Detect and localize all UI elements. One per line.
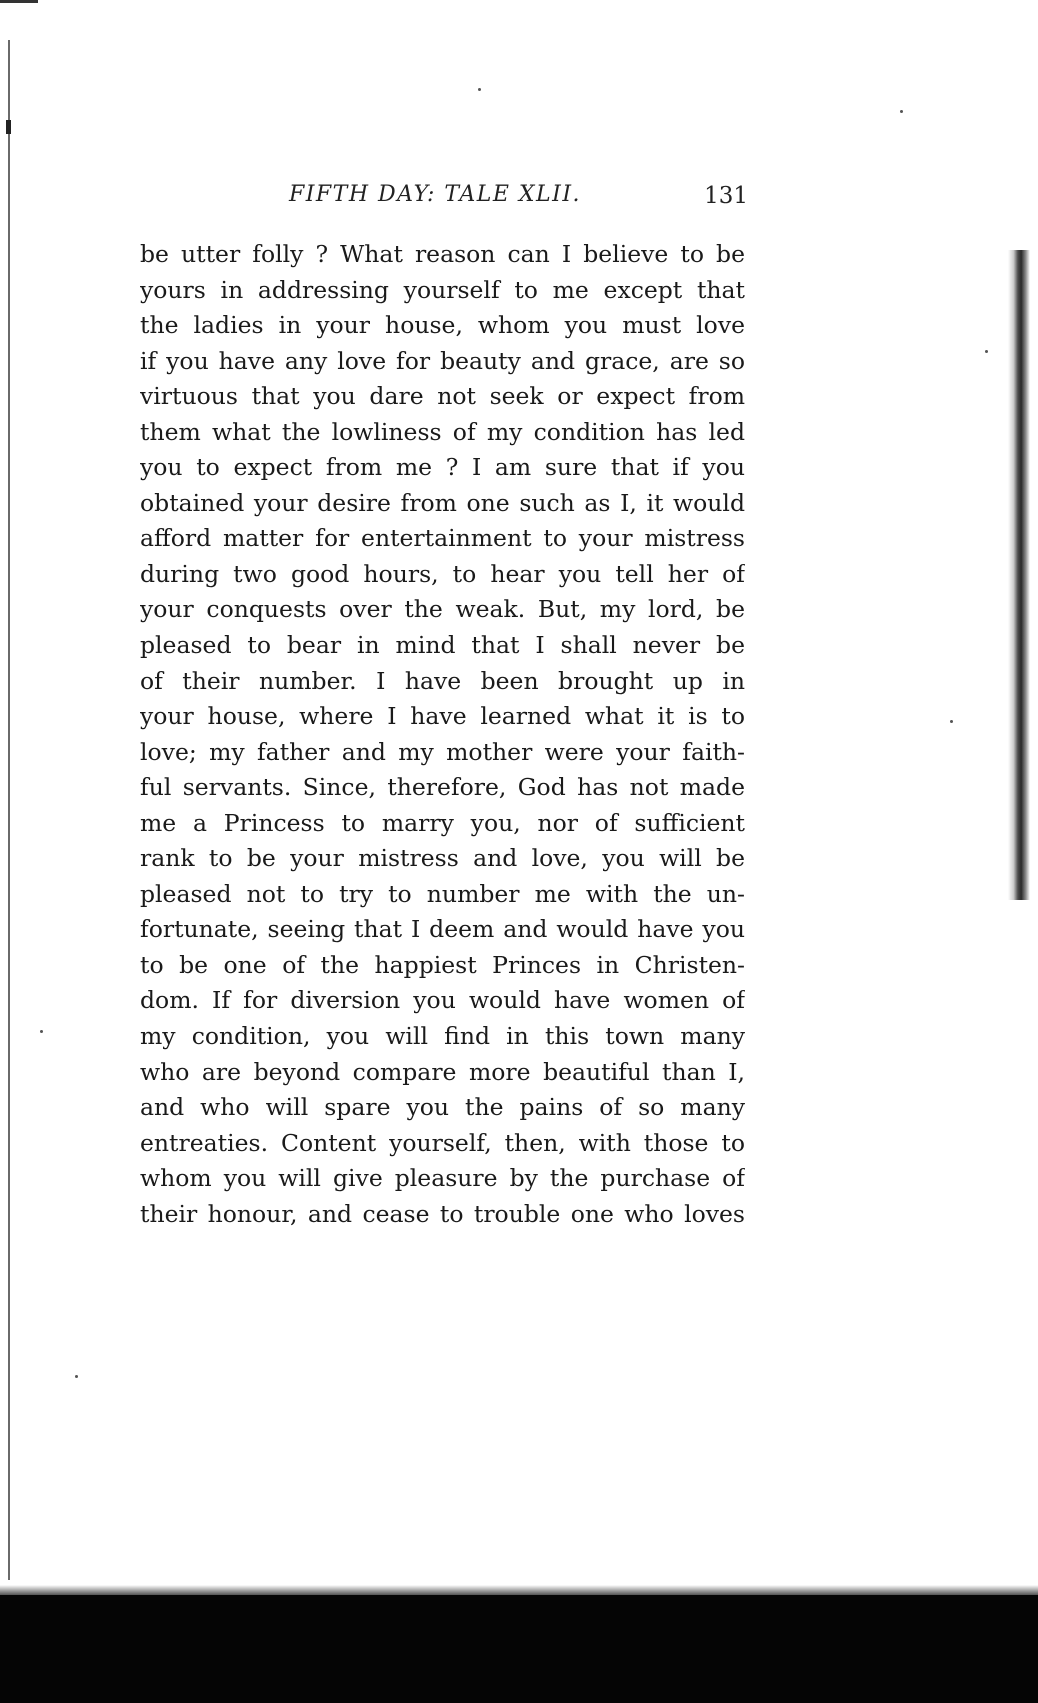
text-line: and who will spare you the pains of so many bbox=[140, 1093, 745, 1122]
text-line: you to expect from me ? I am sure that if you bbox=[140, 453, 745, 482]
scan-speck bbox=[75, 1375, 78, 1378]
scan-left-edge-mark bbox=[6, 120, 11, 134]
text-line: virtuous that you dare not seek or expect from bbox=[140, 382, 745, 411]
text-line: yours in addressing yourself to me except that bbox=[140, 275, 745, 304]
text-line: fortunate, seeing that I deem and would have you bbox=[140, 915, 745, 944]
scan-left-edge bbox=[8, 40, 10, 1580]
text-line: the ladies in your house, whom you must love bbox=[140, 311, 745, 340]
text-line: love; my father and my mother were your faith- bbox=[140, 737, 745, 766]
body-text bbox=[140, 237, 745, 1232]
scan-speck bbox=[478, 88, 481, 91]
text-line: them what the lowliness of my condition has led bbox=[140, 417, 745, 446]
text-line: be utter folly ? What reason can I believe to be bbox=[140, 240, 745, 268]
text-line: pleased not to try to number me with the un- bbox=[140, 879, 745, 908]
text-line: during two good hours, to hear you tell her of bbox=[140, 559, 745, 588]
text-line: your conquests over the weak. But, my lord, be bbox=[140, 595, 745, 624]
text-line: rank to be your mistress and love, you will be bbox=[140, 844, 745, 873]
text-line: ful servants. Since, therefore, God has not made bbox=[140, 773, 745, 802]
text-line: entreaties. Content yourself, then, with those to bbox=[140, 1128, 745, 1157]
text-line: who are beyond compare more beautiful than I, bbox=[140, 1057, 745, 1086]
text-line: pleased to bear in mind that I shall never be bbox=[140, 631, 745, 660]
scan-speck bbox=[40, 1030, 43, 1033]
running-head: FIFTH DAY: TALE XLII. bbox=[288, 182, 582, 207]
text-line: their honour, and cease to trouble one who loves bbox=[140, 1199, 745, 1228]
scan-binding-shadow bbox=[1008, 250, 1030, 900]
text-line: dom. If for diversion you would have women of bbox=[140, 986, 745, 1015]
page-number: 131 bbox=[704, 183, 748, 209]
scan-speck bbox=[985, 350, 988, 353]
scan-corner-mark bbox=[0, 0, 38, 3]
text-line: whom you will give pleasure by the purchase of bbox=[140, 1164, 745, 1193]
scan-bottom-border bbox=[0, 1595, 1038, 1703]
text-line: to be one of the happiest Princes in Christen- bbox=[140, 950, 745, 979]
text-line: afford matter for entertainment to your mistress bbox=[140, 524, 745, 553]
text-line: me a Princess to marry you, nor of sufficient bbox=[140, 808, 745, 837]
scan-speck bbox=[950, 720, 953, 723]
text-line: of their number. I have been brought up in bbox=[140, 666, 745, 695]
text-line: your house, where I have learned what it is to bbox=[140, 702, 745, 731]
text-line: if you have any love for beauty and grace, are so bbox=[140, 346, 745, 375]
text-line: obtained your desire from one such as I, it would bbox=[140, 488, 745, 517]
scan-speck bbox=[900, 110, 903, 113]
text-line: my condition, you will find in this town many bbox=[140, 1022, 745, 1051]
